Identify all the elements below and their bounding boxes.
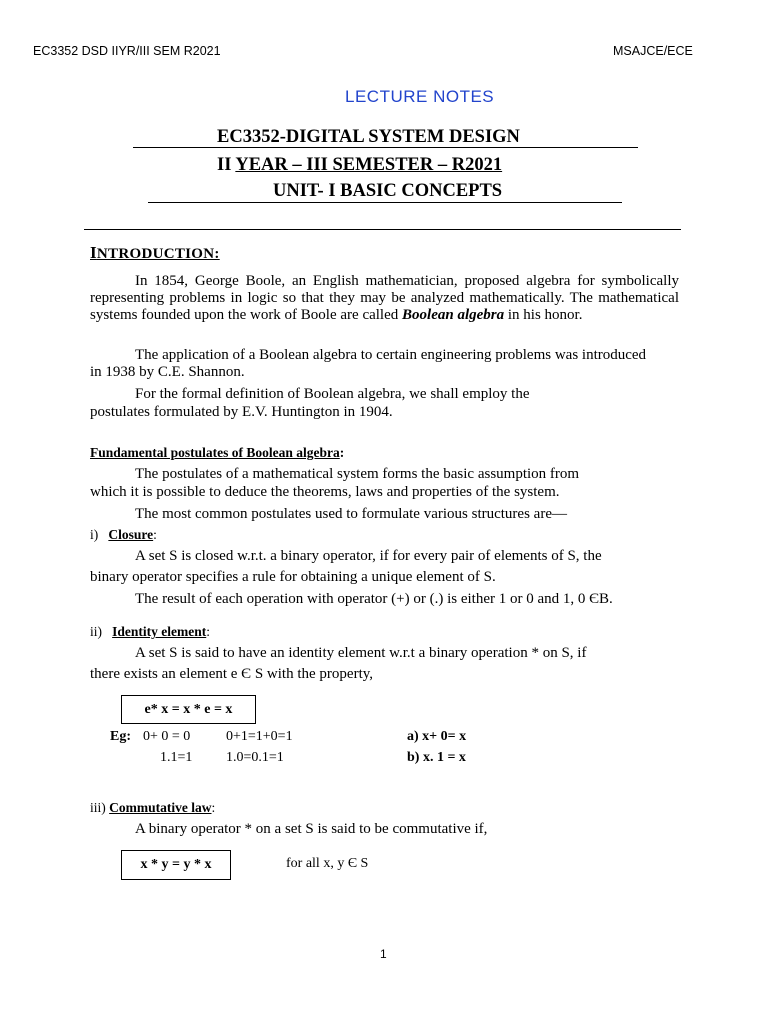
commutative-formula-box: x * y = y * x	[121, 850, 231, 880]
lecture-notes-title: LECTURE NOTES	[345, 87, 495, 106]
postulates-line-1: The postulates of a mathematical system forms the basic assumption from	[135, 466, 580, 482]
eg-2b: 1.0=0.1=1	[226, 750, 284, 765]
course-title-rule	[133, 147, 638, 148]
eg-label: Eg:	[110, 729, 131, 744]
identity-heading: ii) Identity element:	[90, 624, 210, 639]
commutative-heading: iii) Commutative law:	[90, 800, 216, 815]
page-number: 1	[380, 947, 387, 961]
intro-paragraph-3-line-2: postulates formulated by E.V. Huntington in 1904.	[90, 404, 393, 420]
boolean-algebra-term: Boolean algebra	[402, 307, 505, 323]
eg-2a: 1.1=1	[160, 750, 193, 765]
commutative-forall: for all x, y Є S	[286, 856, 369, 871]
postulates-line-2: which it is possible to deduce the theorems, laws and properties of the system.	[90, 484, 560, 500]
closure-line-1: A set S is closed w.r.t. a binary operator, if for every pair of elements of S, the	[135, 548, 602, 564]
eg-1a: 0+ 0 = 0	[143, 729, 191, 744]
year-semester: YEAR – III SEMESTER – R2021	[235, 155, 503, 175]
introduction-heading: INTRODUCTION:	[90, 243, 220, 262]
year-prefix: II	[217, 155, 236, 175]
postulates-heading: Fundamental postulates of Boolean algebra:	[90, 445, 345, 460]
commutative-line-1: A binary operator * on a set S is said to be commutative if,	[135, 821, 488, 837]
closure-line-3: The result of each operation with operator (+) or (.) is either 1 or 0 and 1, 0 ЄB.	[135, 591, 613, 607]
year-semester-line	[217, 155, 502, 176]
section-divider	[84, 229, 681, 230]
closure-heading: i) Closure:	[90, 527, 157, 542]
eg-2c: b) x. 1 = x	[407, 750, 466, 765]
unit-title-rule	[148, 202, 622, 203]
identity-formula-box: e* x = x * e = x	[121, 695, 256, 724]
unit-title: UNIT- I BASIC CONCEPTS	[273, 181, 503, 201]
closure-line-2: binary operator specifies a rule for obtaining a unique element of S.	[90, 569, 496, 585]
header-left: EC3352 DSD IIYR/III SEM R2021	[33, 44, 221, 58]
identity-line-1: A set S is said to have an identity element w.r.t a binary operation * on S, if	[135, 645, 587, 661]
intro-paragraph-3-line-1: For the formal definition of Boolean algebra, we shall employ the	[135, 386, 530, 402]
eg-1b: 0+1=1+0=1	[226, 729, 293, 744]
eg-1c: a) x+ 0= x	[407, 729, 467, 744]
intro-paragraph-2: The application of a Boolean algebra to certain engineering problems was introduced in 1938 by C.E. Shannon.	[90, 347, 647, 380]
identity-line-2: there exists an element e Є S with the property,	[90, 666, 374, 682]
header-right: MSAJCE/ECE	[613, 44, 693, 58]
intro-paragraph-1: In 1854, George Boole, an English mathematician, proposed algebra for symbolically representing problems in logic so that they may be analyzed mathematically. The mathematical systems founded upon the work of Boole are called Boolean algebra in his honor.	[90, 273, 679, 323]
postulates-line-3: The most common postulates used to formulate various structures are—	[135, 506, 567, 522]
course-title: EC3352-DIGITAL SYSTEM DESIGN	[217, 127, 520, 147]
